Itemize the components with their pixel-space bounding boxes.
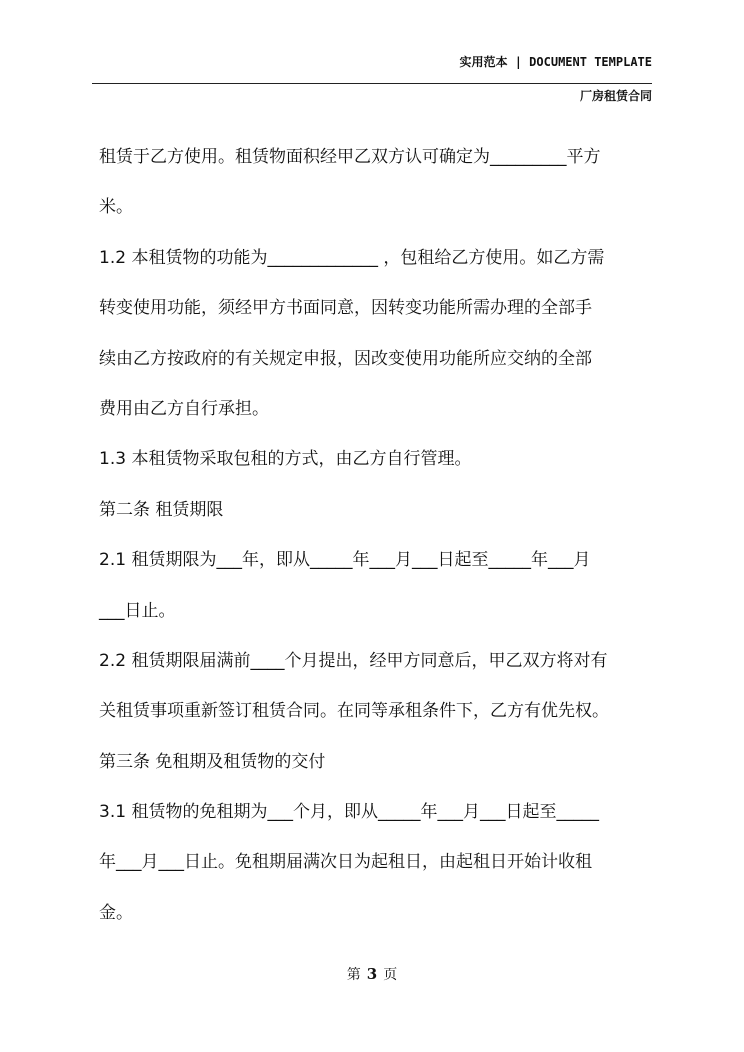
document-body bbox=[99, 132, 657, 938]
body-line: 米。 bbox=[99, 197, 133, 218]
body-line: 2.1 租赁期限为___年，即从_____年___月___日起至_____年___月 bbox=[99, 550, 591, 571]
body-line: 1.2 本租赁物的功能为_____________ ，包租给乙方使用。如乙方需 bbox=[99, 247, 605, 268]
body-line: 年___月___日止。免租期届满次日为起租日，由起租日开始计收租 bbox=[99, 852, 592, 873]
body-line: 租赁于乙方使用。租赁物面积经甲乙双方认可确定为_________平方 bbox=[99, 147, 601, 167]
footer-suffix: 页 bbox=[383, 967, 398, 983]
body-line: 费用由乙方自行承担。 bbox=[99, 398, 269, 419]
page-footer bbox=[0, 964, 744, 984]
header-divider bbox=[92, 83, 652, 84]
header-brand: 实用范本 | DOCUMENT TEMPLATE bbox=[459, 55, 652, 69]
body-line: 1.3 本租赁物采取包租的方式，由乙方自行管理。 bbox=[99, 449, 472, 470]
body-line: 3.1 租赁物的免租期为___个月，即从_____年___月___日起至_____ bbox=[99, 802, 599, 823]
section-heading: 第二条 租赁期限 bbox=[99, 499, 224, 520]
page-number: 3 bbox=[366, 965, 378, 983]
section-heading: 第三条 免租期及租赁物的交付 bbox=[99, 751, 326, 772]
body-line: 续由乙方按政府的有关规定申报，因改变使用功能所应交纳的全部 bbox=[99, 348, 592, 369]
header-doc-title: 厂房租赁合同 bbox=[579, 89, 652, 103]
body-line: 2.2 租赁期限届满前____个月提出，经甲方同意后，甲乙双方将对有 bbox=[99, 650, 608, 671]
body-line: 转变使用功能，须经甲方书面同意，因转变功能所需办理的全部手 bbox=[99, 298, 592, 319]
footer-prefix: 第 bbox=[346, 967, 361, 983]
body-line: 关租赁事项重新签订租赁合同。在同等承租条件下，乙方有优先权。 bbox=[99, 701, 609, 722]
body-line: 金。 bbox=[99, 902, 133, 923]
body-line: ___日止。 bbox=[99, 600, 176, 621]
